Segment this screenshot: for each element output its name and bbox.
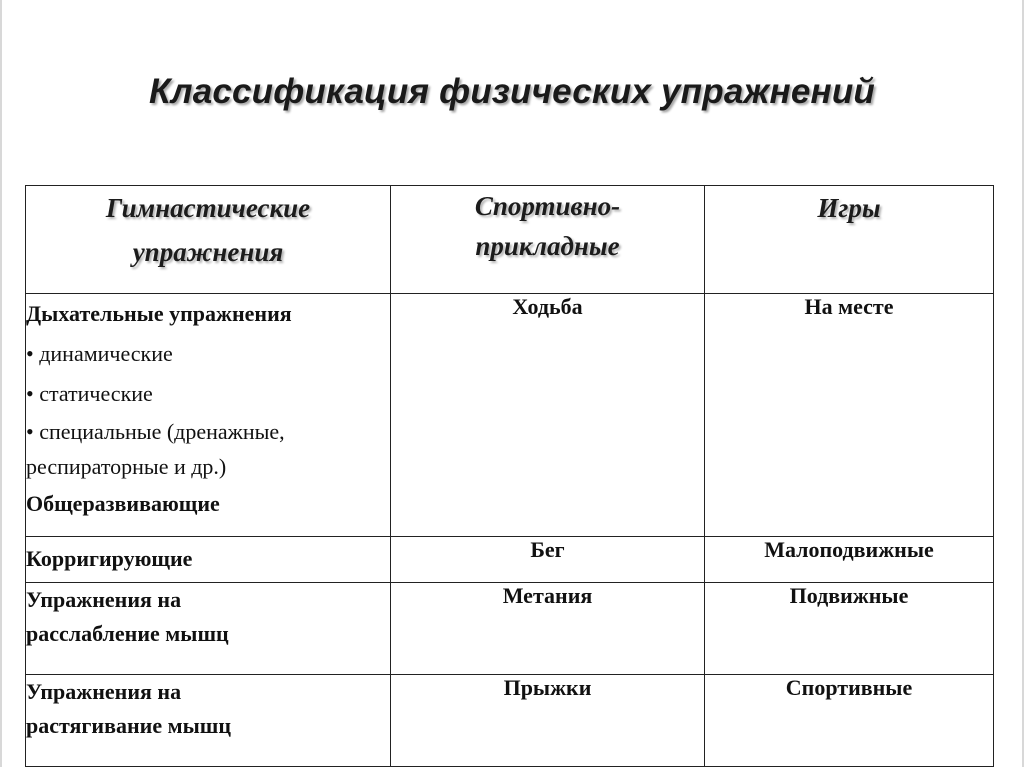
in-place-label: На месте	[804, 294, 894, 319]
header-sport-applied	[391, 186, 705, 294]
classification-table	[25, 185, 994, 767]
header-sport-applied-line1: Спортивно-	[474, 191, 621, 221]
header-gymnastic-line2: упражнения	[132, 237, 284, 267]
throwing-label: Метания	[502, 583, 593, 608]
slide-edge-left	[0, 0, 2, 767]
cell-throwing	[391, 583, 705, 675]
breathing-bullet-special-line2: респираторные и др.)	[26, 454, 227, 479]
table-header-row	[26, 186, 994, 294]
walking-label: Ходьба	[512, 294, 583, 319]
cell-stretching	[26, 675, 391, 767]
header-games	[705, 186, 994, 294]
cell-mobile	[705, 583, 994, 675]
cell-running	[391, 537, 705, 583]
corrective-label: Корригирующие	[26, 546, 193, 571]
breathing-bullet-dynamic: • динамические	[26, 341, 173, 366]
jumping-label: Прыжки	[503, 675, 592, 700]
table-row	[26, 537, 994, 583]
header-gymnastic	[26, 186, 391, 294]
table-row	[26, 675, 994, 767]
low-mobility-label: Малоподвижные	[764, 537, 934, 562]
breathing-bullet-special-line1: • специальные (дренажные,	[26, 419, 285, 444]
running-label: Бег	[530, 537, 565, 562]
sports-games-label: Спортивные	[785, 675, 913, 700]
cell-breathing	[26, 294, 391, 537]
header-games-label: Игры	[817, 193, 881, 223]
cell-in-place	[705, 294, 994, 537]
relaxation-line1: Упражнения на	[26, 587, 182, 612]
relaxation-line2: расслабление мышц	[26, 621, 229, 646]
cell-walking	[391, 294, 705, 537]
cell-jumping	[391, 675, 705, 767]
slide-title: Классификация физических упражнений	[149, 72, 875, 111]
breathing-bullet-static: • статические	[26, 381, 153, 406]
table-row	[26, 294, 994, 537]
cell-relaxation	[26, 583, 391, 675]
header-sport-applied-line2: прикладные	[475, 231, 620, 261]
table-row	[26, 583, 994, 675]
cell-corrective	[26, 537, 391, 583]
header-gymnastic-line1: Гимнастические	[105, 193, 311, 223]
stretching-line1: Упражнения на	[26, 679, 182, 704]
general-developing: Общеразвивающие	[26, 491, 220, 516]
stretching-line2: растягивание мышц	[26, 713, 231, 738]
mobile-label: Подвижные	[789, 583, 909, 608]
cell-sports-games	[705, 675, 994, 767]
cell-low-mobility	[705, 537, 994, 583]
breathing-heading: Дыхательные упражнения	[26, 301, 292, 326]
